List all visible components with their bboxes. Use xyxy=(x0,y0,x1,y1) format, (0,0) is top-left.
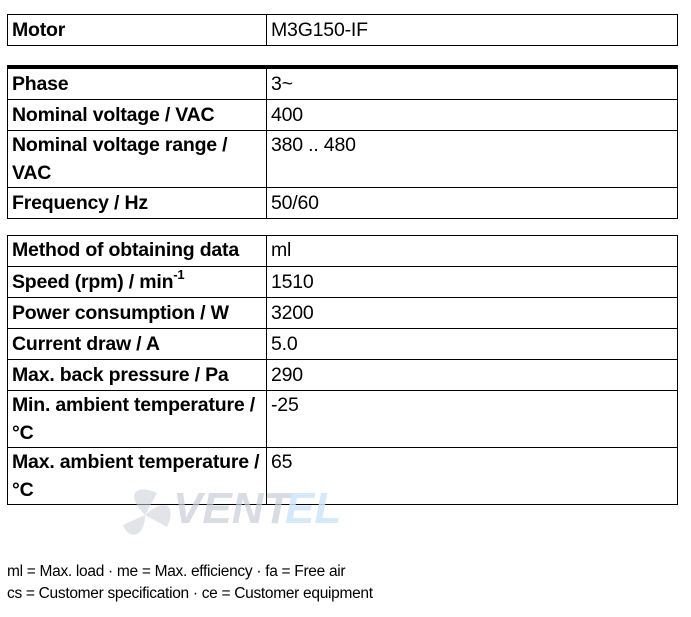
voltage-range-label: Nominal voltage range / VAC xyxy=(8,131,267,188)
legend xyxy=(7,561,373,605)
table-row xyxy=(8,131,678,188)
voltage-range-value: 380 .. 480 xyxy=(267,131,678,188)
table-row xyxy=(8,15,678,46)
current-label: Current draw / A xyxy=(8,329,267,360)
phase-value: 3~ xyxy=(267,67,678,100)
table-row xyxy=(8,448,678,505)
nominal-voltage-value: 400 xyxy=(267,100,678,131)
frequency-label: Frequency / Hz xyxy=(8,188,267,219)
legend-line-2: cs = Customer specification · ce = Customer equipment xyxy=(7,585,373,602)
frequency-value: 50/60 xyxy=(267,188,678,219)
table-row xyxy=(8,236,678,267)
power-value: 3200 xyxy=(267,298,678,329)
legend-line-1: ml = Max. load · me = Max. efficiency · fa = Free air xyxy=(7,563,346,580)
min-temp-value: -25 xyxy=(267,391,678,448)
electrical-table xyxy=(7,65,678,219)
back-pressure-label: Max. back pressure / Pa xyxy=(8,360,267,391)
method-label: Method of obtaining data xyxy=(8,236,267,267)
max-temp-label: Max. ambient temperature / °C xyxy=(8,448,267,505)
min-temp-label: Min. ambient temperature / °C xyxy=(8,391,267,448)
speed-value: 1510 xyxy=(267,267,678,298)
table-row xyxy=(8,67,678,100)
table-row xyxy=(8,298,678,329)
max-temp-value: 65 xyxy=(267,448,678,505)
speed-label xyxy=(8,267,267,298)
table-row xyxy=(8,188,678,219)
motor-table xyxy=(7,14,678,46)
table-row xyxy=(8,391,678,448)
method-value: ml xyxy=(267,236,678,267)
table-row xyxy=(8,329,678,360)
motor-value: M3G150-IF xyxy=(267,15,678,46)
watermark-text-dark: VENT xyxy=(173,484,291,533)
motor-label: Motor xyxy=(8,15,267,46)
current-value: 5.0 xyxy=(267,329,678,360)
back-pressure-value: 290 xyxy=(267,360,678,391)
power-label: Power consumption / W xyxy=(8,298,267,329)
table-row xyxy=(8,100,678,131)
speed-label-exponent: -1 xyxy=(173,266,185,282)
watermark-text-light: EL xyxy=(285,484,342,533)
nominal-voltage-label: Nominal voltage / VAC xyxy=(8,100,267,131)
table-row xyxy=(8,267,678,298)
table-row xyxy=(8,360,678,391)
performance-table xyxy=(7,235,678,505)
speed-label-text: Speed (rpm) / min xyxy=(12,271,174,293)
phase-label: Phase xyxy=(8,67,267,100)
